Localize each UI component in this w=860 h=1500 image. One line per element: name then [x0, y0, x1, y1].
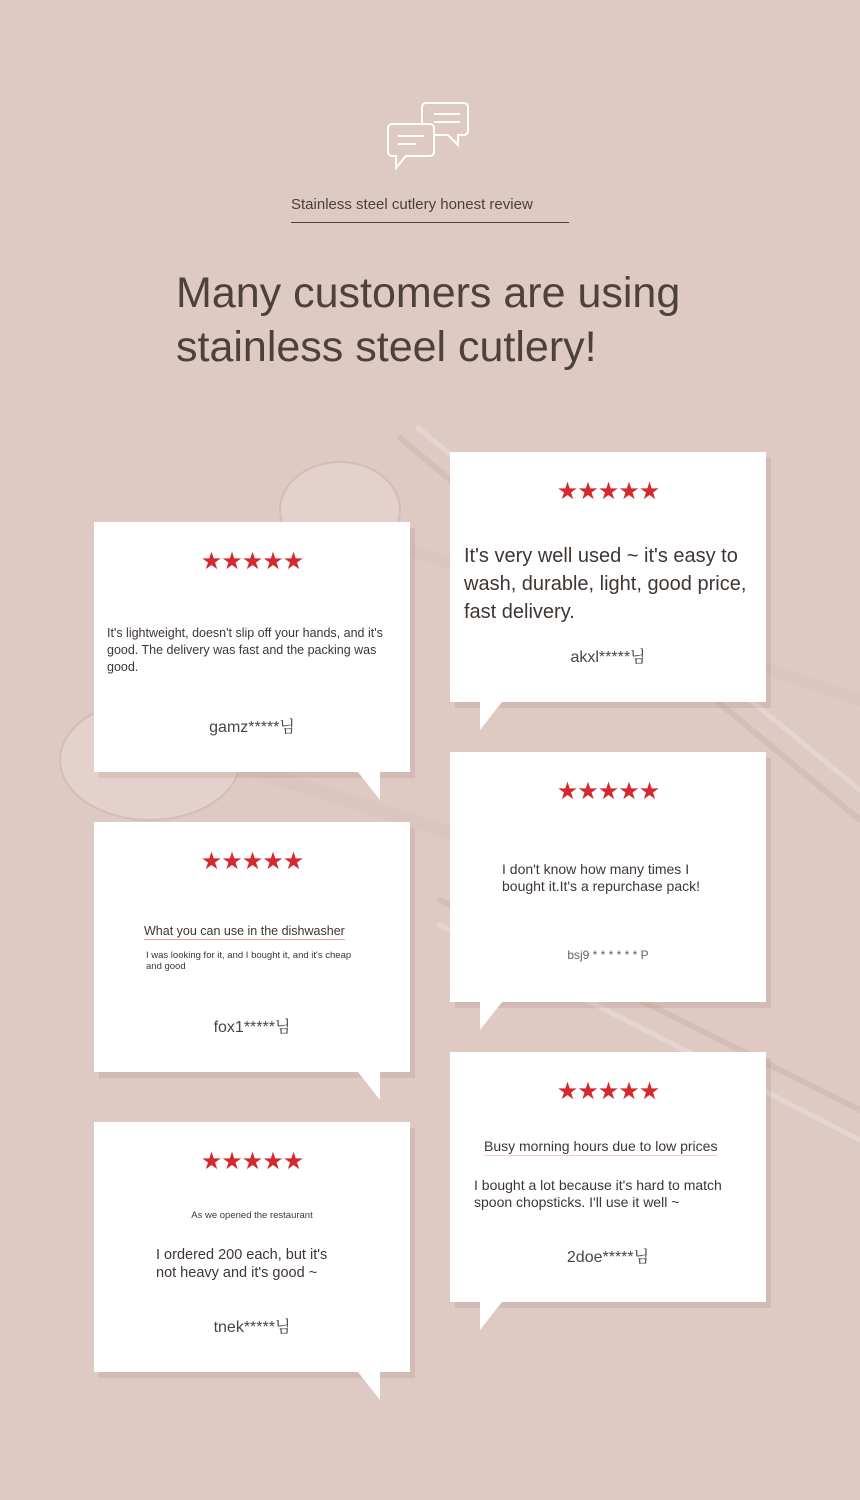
review-text: I bought a lot because it's hard to match spoon chopsticks. I'll use it well ~	[474, 1177, 722, 1210]
review-text: I ordered 200 each, but it's not heavy and it's good ~	[156, 1247, 328, 1281]
speech-bubble-tail	[358, 1072, 380, 1100]
speech-bubble-tail	[480, 1002, 502, 1030]
section-subtitle: Stainless steel cutlery honest review	[291, 196, 569, 223]
star-rating: ★★★★★	[556, 1078, 660, 1105]
headline-line-2: stainless steel cutlery!	[176, 323, 597, 371]
review-card-1	[94, 522, 410, 772]
review-author: tnek*****님	[213, 1319, 291, 1336]
review-title: What you can use in the dishwasher	[144, 924, 345, 938]
star-rating: ★★★★★	[200, 848, 304, 875]
star-rating: ★★★★★	[556, 778, 660, 805]
review-title: Busy morning hours due to low prices	[484, 1138, 718, 1154]
review-card-2	[450, 452, 766, 702]
review-card-4	[450, 752, 766, 1002]
review-text: It's very well used ~ it's easy to wash, durable, light, good price, fast delivery.	[464, 545, 747, 623]
page-headline	[176, 266, 736, 374]
review-author: bsj9 * * * * * * P	[567, 948, 649, 962]
star-rating: ★★★★★	[200, 548, 304, 575]
chat-bubbles-icon	[386, 100, 470, 170]
review-text: It's lightweight, doesn't slip off your hands, and it's good. The delivery was fast and the packing was good.	[107, 626, 383, 674]
review-title: As we opened the restaurant	[191, 1210, 313, 1221]
review-text: I was looking for it, and I bought it, and it's cheap and good	[146, 950, 352, 972]
review-card-3	[94, 822, 410, 1072]
speech-bubble-tail	[358, 772, 380, 800]
review-author: gamz*****님	[209, 719, 295, 736]
review-text: I don't know how many times I bought it.It's a repurchase pack!	[502, 861, 701, 894]
review-author: akxl*****님	[570, 649, 646, 666]
review-author: 2doe*****님	[566, 1249, 650, 1266]
speech-bubble-tail	[480, 1302, 502, 1330]
speech-bubble-tail	[358, 1372, 380, 1400]
review-card-5	[94, 1122, 410, 1372]
speech-bubble-tail	[480, 702, 502, 730]
review-card-6	[450, 1052, 766, 1302]
star-rating: ★★★★★	[556, 478, 660, 505]
star-rating: ★★★★★	[200, 1148, 304, 1175]
headline-line-1: Many customers are using	[176, 269, 681, 317]
review-author: fox1*****님	[213, 1019, 291, 1036]
